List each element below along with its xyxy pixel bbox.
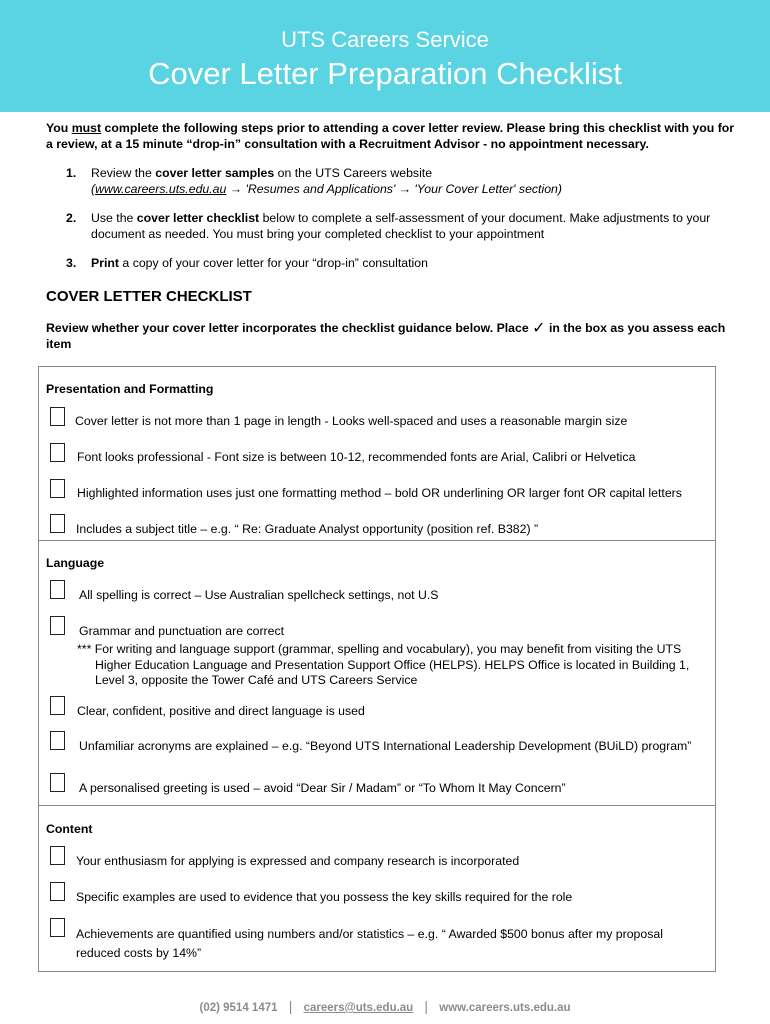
checkbox[interactable] [50, 918, 65, 937]
checklist-item: Grammar and punctuation are correct [79, 624, 285, 638]
checklist-item: Achievements are quantified using numbers and/or statistics – e.g. “ Awarded $500 bonus after my proposal reduced costs by 14%” [76, 927, 663, 960]
step-2-bold: cover letter checklist [136, 211, 260, 225]
page-title: Cover Letter Preparation Checklist [148, 56, 622, 91]
footer-email-link[interactable]: careers@uts.edu.au [303, 1002, 414, 1014]
checklist-box [38, 366, 716, 972]
checklist-item: Specific examples are used to evidence that you possess the key skills required for the role [76, 890, 573, 904]
step-text [91, 211, 731, 242]
footer-phone: (02) 9514 1471 [199, 1002, 278, 1014]
step-text: Review the cover letter samples on the UTS Careers website (www.careers.uts.edu.au → 'Resumes and Applications' → 'Your Cover Letter' section) [91, 166, 562, 196]
step-1-post: on the UTS Careers website [274, 166, 433, 180]
intro-rest: complete the following steps prior to attending a cover letter review. Please bring this checklist with you for a review, at a 15 minute “drop-in” consultation with a Recruitment Advisor - no appointment necessary. [46, 121, 735, 151]
header-subtitle: UTS Careers Service [281, 27, 489, 52]
step-2-pre: Use the [91, 211, 137, 225]
step-1-bold: cover letter samples [155, 166, 275, 180]
review-pre: Review whether your cover letter incorporates the checklist guidance below. Place [46, 321, 533, 335]
step-1-pre: Review the [91, 166, 156, 180]
section-title-presentation: Presentation and Formatting [46, 382, 214, 396]
checklist-item: All spelling is correct – Use Australian spellcheck settings, not U.S [79, 588, 439, 602]
checkbox[interactable] [50, 616, 65, 635]
checklist-item: Includes a subject title – e.g. “ Re: Graduate Analyst opportunity (position ref. B382) ” [76, 522, 539, 536]
footer-separator: | [288, 998, 293, 1014]
step-3-bold: Print [91, 256, 120, 270]
checklist-item: Font looks professional - Font size is between 10-12, recommended fonts are Arial, Calibri or Helvetica [77, 450, 636, 464]
step-number: 3. [66, 256, 77, 270]
checkbox[interactable] [50, 407, 65, 426]
checklist-item: Unfamiliar acronyms are explained – e.g. “Beyond UTS International Leadership Development (BUiLD) program” [79, 739, 692, 753]
checkbox[interactable] [50, 846, 65, 865]
intro-prefix: You [46, 121, 72, 135]
step-3-post: a copy of your cover letter for your “drop-in” consultation [119, 256, 428, 270]
checkbox[interactable] [50, 731, 65, 750]
section-divider [39, 805, 715, 806]
step-number: 2. [66, 211, 77, 225]
step-1-path: → 'Resumes and Applications' → 'Your Cover Letter' section) [226, 181, 562, 196]
checklist-item: Highlighted information uses just one formatting method – bold OR underlining OR larger font OR capital letters [77, 486, 682, 500]
review-post: in the box as you assess each item [46, 321, 726, 351]
checkbox[interactable] [50, 514, 65, 533]
intro-paragraph [46, 121, 736, 152]
review-instruction [46, 320, 736, 352]
checkbox[interactable] [50, 443, 65, 462]
checklist-item: Cover letter is not more than 1 page in length - Looks well-spaced and uses a reasonable margin size [75, 414, 628, 428]
checkbox[interactable] [50, 773, 65, 792]
intro-must: must [71, 121, 102, 135]
checkbox[interactable] [50, 580, 65, 599]
step-2-post: below to complete a self-assessment of your document. Make adjustments to your document as needed. You must bring your completed checklist to your appointment [91, 211, 711, 241]
footer-contact [0, 998, 770, 1014]
checklist-item: A personalised greeting is used – avoid “Dear Sir / Madam” or “To Whom It May Concern” [79, 781, 566, 795]
checkbox[interactable] [50, 479, 65, 498]
checkbox[interactable] [50, 696, 65, 715]
section-title-content: Content [46, 822, 93, 836]
checklist-item: Clear, confident, positive and direct language is used [77, 704, 365, 718]
checklist-heading: COVER LETTER CHECKLIST [46, 288, 252, 305]
footer-website[interactable]: www.careers.uts.edu.au [439, 1002, 571, 1014]
section-divider [39, 540, 715, 541]
checklist-item: Your enthusiasm for applying is expressed and company research is incorporated [76, 854, 520, 868]
language-support-note: *** For writing and language support (grammar, spelling and vocabulary), you may benefit from visiting the UTS Higher Education Language and Presentation Support Office (HELPS). HELPS Office is located in Building 1, Level 3, opposite the Tower Café and UTS Careers Service [77, 642, 690, 687]
checkmark-icon: ✓ [532, 320, 546, 337]
careers-website-link[interactable]: www.careers.uts.edu.au [95, 181, 227, 196]
checkbox[interactable] [50, 882, 65, 901]
section-title-language: Language [46, 556, 105, 570]
step-text [91, 256, 731, 272]
step-number: 1. [66, 166, 77, 180]
header-banner [0, 0, 770, 112]
footer-separator: | [424, 998, 429, 1014]
